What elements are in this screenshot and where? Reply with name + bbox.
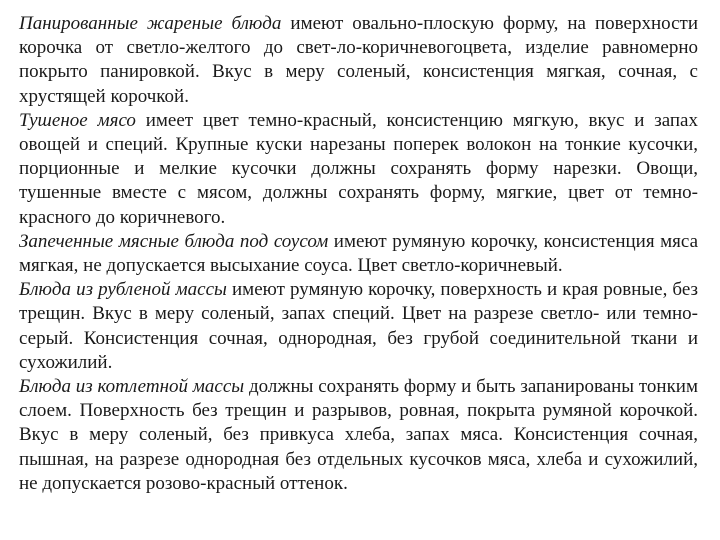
- description-stewed-meat: имеет цвет темно-красный, консистенцию мягкую, вкус и запах овощей и специй. Крупные куски нарезаны поперек волокон на тонкие кусочки, порционные и мелкие кусочки должны сохранять форму нарезки. Овощи, тушенные вместе с мясом, должны сохранять форму, мягкие, цвет от темно-красного до коричневого.: [19, 109, 698, 228]
- description-breaded-fried-dishes: имеют овально-плоскую форму, на поверхности корочка от светло-желтого до свет-ло-коричневогоцвета, изделие равномерно покрыто панировкой. Вкус в меру соленый, консистенция мягкая, сочная, с хрустящей корочкой.: [19, 13, 698, 107]
- paragraph-breaded-fried-dishes: [19, 12, 698, 109]
- paragraph-cutlet-mass-dishes: [19, 375, 698, 496]
- paragraph-minced-mass-dishes: [19, 278, 698, 375]
- paragraph-baked-meat-dishes: [19, 230, 698, 278]
- paragraph-stewed-meat: [19, 109, 698, 230]
- term-minced-mass-dishes: Блюда из рубленой массы: [19, 279, 227, 301]
- description-minced-mass-dishes: имеют румяную корочку, поверхность и края ровные, без трещин. Вкус в меру соленый, запах специй. Цвет на разрезе светло- или темно-серый. Консистенция сочная, однородная, без грубой соединительной ткани и сухожилий.: [19, 279, 699, 373]
- document-page: [19, 12, 698, 496]
- description-baked-meat-dishes: имеют румяную корочку, консистенция мяса мягкая, не допускается высыхание соуса. Цвет светло-коричневый.: [19, 230, 698, 277]
- description-cutlet-mass-dishes: должны сохранять форму и быть запанированы тонким слоем. Поверхность без трещин и разрывов, ровная, покрыта румяной корочкой. Вкус в меру соленый, без привкуса хлеба, запах мяса. Консистенция сочная, пышная, на разрезе однородная без отдельных кусочков мяса, хлеба и сухожилий, не допускается розово-красный оттенок.: [19, 376, 699, 494]
- term-baked-meat-dishes: Запеченные мясные блюда под соусом: [19, 230, 329, 252]
- term-breaded-fried-dishes: Панированные жареные блюда: [19, 13, 282, 34]
- term-stewed-meat: Тушеное мясо: [19, 109, 136, 131]
- term-cutlet-mass-dishes: Блюда из котлетной массы: [19, 376, 245, 398]
